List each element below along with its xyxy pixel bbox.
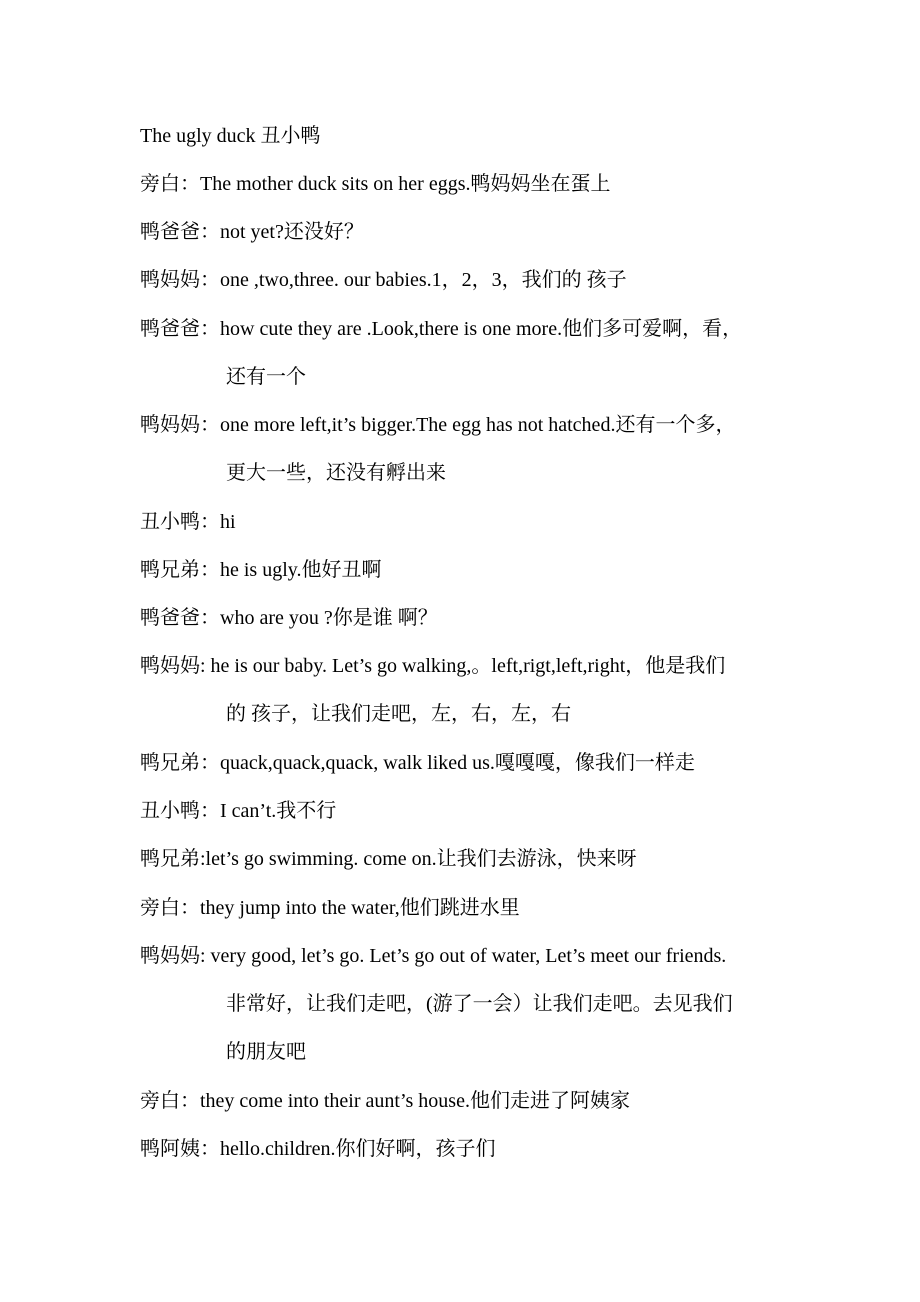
dialogue-line: 鸭妈妈: very good, let’s go. Let’s go out of water, Let’s meet our friends. <box>140 945 727 967</box>
dialogue-line: 丑小鸭：I can’t.我不行 <box>140 800 337 822</box>
dialogue-line: 鸭爸爸：not yet?还没好？ <box>140 221 364 243</box>
dialogue-line: 鸭爸爸：how cute they are .Look,there is one more.他们多可爱啊，看， <box>140 318 743 340</box>
dialogue-continuation: 的 孩子，让我们走吧，左，右，左，右 <box>226 703 571 725</box>
dialogue-line: 鸭阿姨：hello.children.你们好啊，孩子们 <box>140 1138 496 1160</box>
dialogue-line: 鸭兄弟：he is ugly.他好丑啊 <box>140 559 382 581</box>
dialogue-line: 丑小鸭：hi <box>140 511 236 533</box>
dialogue-continuation: 更大一些，还没有孵出来 <box>226 462 446 484</box>
dialogue-continuation: 还有一个 <box>226 366 306 388</box>
dialogue-line: 旁白：The mother duck sits on her eggs.鸭妈妈坐在蛋上 <box>140 173 611 195</box>
dialogue-line: 鸭妈妈：one more left,it’s bigger.The egg has not hatched.还有一个多， <box>140 414 736 436</box>
document-title: The ugly duck 丑小鸭 <box>140 125 321 147</box>
dialogue-continuation: 的朋友吧 <box>226 1041 306 1063</box>
dialogue-line: 旁白：they jump into the water,他们跳进水里 <box>140 897 520 919</box>
dialogue-line: 鸭兄弟:let’s go swimming. come on.让我们去游泳，快来呀 <box>140 848 637 870</box>
dialogue-line: 鸭妈妈：one ,two,three. our babies.1，2，3，我们的 孩子 <box>140 269 627 291</box>
dialogue-line: 旁白：they come into their aunt’s house.他们走进了阿姨家 <box>140 1090 630 1112</box>
dialogue-continuation: 非常好，让我们走吧，(游了一会）让我们走吧。去见我们 <box>226 993 733 1015</box>
dialogue-line: 鸭兄弟：quack,quack,quack, walk liked us.嘎嘎嘎，像我们一样走 <box>140 752 695 774</box>
dialogue-line: 鸭爸爸：who are you ?你是谁 啊？ <box>140 607 438 629</box>
dialogue-line: 鸭妈妈: he is our baby. Let’s go walking,。left,rigt,left,right，他是我们 <box>140 655 726 677</box>
